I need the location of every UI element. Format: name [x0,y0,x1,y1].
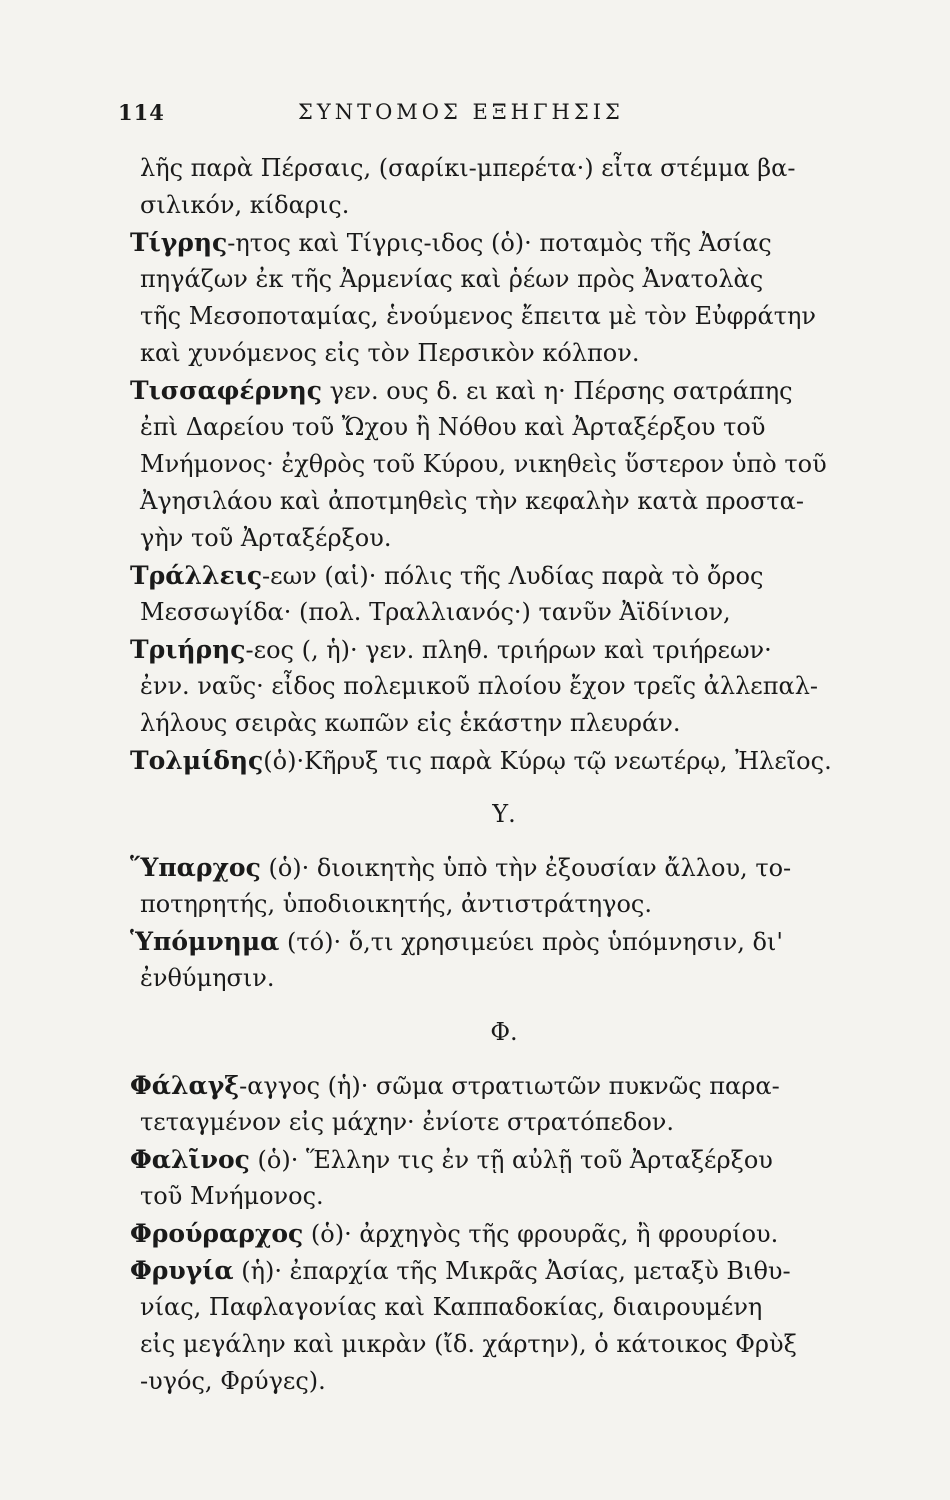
entry-headword: Τριήρης [130,635,246,664]
running-title: ΣΥΝΤΟΜΟΣ ΕΞΗΓΗΣΙΣ [298,100,624,124]
entry-line [130,1141,868,1178]
section-letter-phi: Φ. [490,1018,518,1046]
entry-line [130,1252,868,1289]
text-line: Ἀγησιλάου καὶ ἀποτμηθεὶς τὴν κεφαλὴν κατὰ προστα- [140,487,804,515]
entry-headword: Τολμίδης [130,746,264,775]
entry-text: (ὁ)· διοικητὴς ὑπὸ τὴν ἐξουσίαν ἄλλου, το- [260,854,792,882]
text-line: ἐνθύμησιν. [140,964,275,992]
entry-text: (ὁ)·Κῆρυξ τις παρὰ Κύρῳ τῷ νεωτέρῳ, Ἠλεῖος. [263,747,832,775]
entry-text: -ητος καὶ Τίγρις-ιδος (ὁ)· ποταμὸς τῆς Ἀσίας [227,229,772,257]
entry-line [130,631,868,668]
text-line: καὶ χυνόμενος εἰς τὸν Περσικὸν κόλπον. [140,339,640,367]
entry-headword: Τίγρης [130,228,228,257]
entry-text: (ὁ)· ἀρχηγὸς τῆς φρουρᾶς, ἢ φρουρίου. [303,1220,779,1248]
entry-text: (ἡ)· ἐπαρχία τῆς Μικρᾶς Ἀσίας, μεταξὺ Βιθυ- [233,1257,791,1285]
entry-line [130,1215,868,1252]
glossary-body [130,150,868,1400]
text-line: ποτηρητής, ὑποδιοικητής, ἀντιστράτηγος. [140,890,652,918]
entry-text: (τό)· ὅ,τι χρησιμεύει πρὸς ὑπόμνησιν, δι' [279,928,783,956]
entry-headword: Φρυγία [130,1256,234,1285]
entry-line [130,849,868,886]
entry-headword: Τισσαφέρνης [130,376,322,405]
entry-line [130,923,868,960]
page-number: 114 [118,100,165,125]
text-line: τῆς Μεσοποταμίας, ἑνούμενος ἔπειτα μὲ τὸν Εὐφράτην [140,302,816,330]
text-line: νίας, Παφλαγονίας καὶ Καππαδοκίας, διαιρουμένη [140,1293,763,1321]
entry-headword: Ὕπαρχος [130,853,261,882]
text-line: Μνήμονος· ἐχθρὸς τοῦ Κύρου, νικηθεὶς ὕστερον ὑπὸ τοῦ [140,450,827,478]
text-line: σιλικόν, κίδαρις. [140,191,350,219]
text-line: τοῦ Μνήμονος. [140,1182,324,1210]
text-line: εἰς μεγάλην καὶ μικρὰν (ἴδ. χάρτην), ὁ κάτοικος Φρὺξ [140,1330,797,1358]
entry-text: -εων (αἱ)· πόλις τῆς Λυδίας παρὰ τὸ ὄρος [262,562,764,590]
text-line: γὴν τοῦ Ἀρταξέρξου. [140,524,392,552]
section-letter-upsilon: Υ. [492,800,516,828]
entry-line [130,557,868,594]
entry-line [130,742,868,779]
text-line: Μεσσωγίδα· (πολ. Τραλλιανός·) τανῦν Ἀϊδίνιον, [140,598,731,626]
entry-headword: Φρούραρχος [130,1219,304,1248]
text-line: λῆς παρὰ Πέρσαις, (σαρίκι-μπερέτα·) εἶτα στέμμα βα- [140,154,796,182]
entry-line [130,224,868,261]
entry-text: -αγγος (ἡ)· σῶμα στρατιωτῶν πυκνῶς παρα- [239,1072,780,1100]
entry-text: γεν. ους δ. ει καὶ η· Πέρσης σατράπης [322,377,793,405]
entry-text: -εος (, ἡ)· γεν. πληθ. τριήρων καὶ τριήρεων· [245,636,772,664]
entry-headword: Τράλλεις [130,561,263,590]
text-line: πηγάζων ἐκ τῆς Ἀρμενίας καὶ ῥέων πρὸς Ἀνατολὰς [140,265,764,293]
entry-headword: Ὑπόμνημα [130,927,280,956]
text-line: λήλους σειρὰς κωπῶν εἰς ἑκάστην πλευράν. [140,709,681,737]
entry-headword: Φαλῖνος [130,1145,250,1174]
entry-line [130,1067,868,1104]
entry-line [130,372,868,409]
entry-text: (ὁ)· Ἕλλην τις ἐν τῇ αὐλῇ τοῦ Ἀρταξέρξου [249,1146,773,1174]
text-line: τεταγμένον εἰς μάχην· ἐνίοτε στρατόπεδον. [140,1108,675,1136]
entry-headword: Φάλαγξ [130,1071,240,1100]
text-line: ἐπὶ Δαρείου τοῦ Ὤχου ἢ Νόθου καὶ Ἀρταξέρξου τοῦ [140,413,766,441]
text-line: -υγός, Φρύγες). [140,1367,326,1395]
text-line: ἐνν. ναῦς· εἶδος πολεμικοῦ πλοίου ἔχον τρεῖς ἀλλεπαλ- [140,672,819,700]
page-header [118,100,863,140]
